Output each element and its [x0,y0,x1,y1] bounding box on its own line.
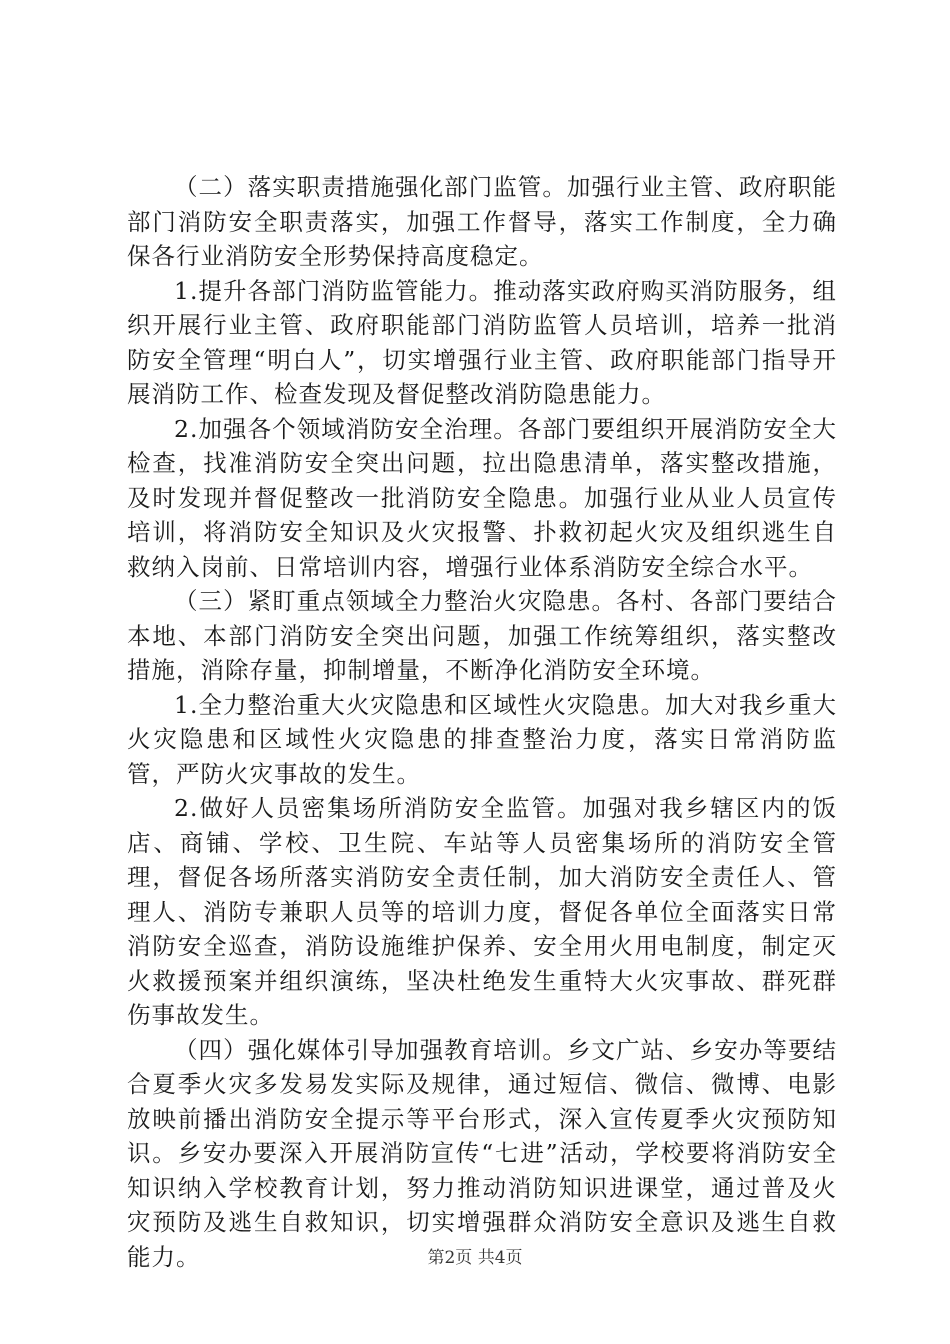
paragraph-item-2-2: 2.加强各个领域消防安全治理。各部门要组织开展消防安全大检查，找准消防安全突出问题，拉出隐患清单，落实整改措施，及时发现并督促整改一批消防安全隐患。加强行业从业人员宣传培训，将消防安全知识及火灾报警、扑救初起火灾及组织逃生自救纳入岗前、日常培训内容，增强行业体系消防安全综合水平。 [127,414,837,581]
page-footer: 第2页 共4页 [427,1248,523,1268]
paragraph-item-2-1: 1.提升各部门消防监管能力。推动落实政府购买消防服务，组织开展行业主管、政府职能部门消防监管人员培训，培养一批消防安全管理“明白人”，切实增强行业主管、政府职能部门指导开展消防工作、检查发现及督促整改消防隐患能力。 [127,276,837,408]
document-body [127,170,837,1274]
paragraph-section-2: （二）落实职责措施强化部门监管。加强行业主管、政府职能部门消防安全职责落实，加强工作督导，落实工作制度，全力确保各行业消防安全形势保持高度稳定。 [127,173,837,270]
paragraph-item-3-2: 2.做好人员密集场所消防安全监管。加强对我乡辖区内的饭店、商铺、学校、卫生院、车站等人员密集场所的消防安全管理，督促各场所落实消防安全责任制，加大消防安全责任人、管理人、消防专兼职人员等的培训力度，督促各单位全面落实日常消防安全巡查，消防设施维护保养、安全用火用电制度，制定灭火救援预案并组织演练，坚决杜绝发生重特大火灾事故、群死群伤事故发生。 [127,794,837,1029]
paragraph-item-3-1: 1.全力整治重大火灾隐患和区域性火灾隐患。加大对我乡重大火灾隐患和区域性火灾隐患的排查整治力度，落实日常消防监管，严防火灾事故的发生。 [127,690,837,788]
paragraph-section-4: （四）强化媒体引导加强教育培训。乡文广站、乡安办等要结合夏季火灾多发易发实际及规律，通过短信、微信、微博、电影放映前播出消防安全提示等平台形式，深入宣传夏季火灾预防知识。乡安办要深入开展消防宣传“七进”活动，学校要将消防安全知识纳入学校教育计划，努力推动消防知识进课堂，通过普及火灾预防及逃生自救知识，切实增强群众消防安全意识及逃生自救能力。 [127,1035,837,1271]
paragraph-section-3: （三）紧盯重点领域全力整治火灾隐患。各村、各部门要结合本地、本部门消防安全突出问题，加强工作统筹组织，落实整改措施，消除存量，抑制增量，不断净化消防安全环境。 [127,587,837,684]
